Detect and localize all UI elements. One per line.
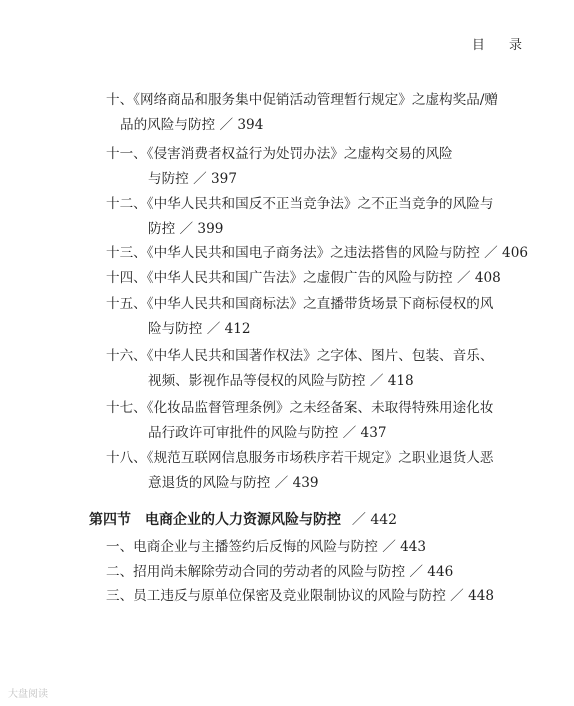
toc-subentry-2[interactable]: 二、招用尚未解除劳动合同的劳动者的风险与防控 ／ 446 — [106, 564, 454, 580]
section-title: 第四节 电商企业的人力资源风险与防控 — [89, 512, 341, 528]
toc-subentry-3[interactable]: 三、员工违反与原单位保密及竞业限制协议的风险与防控 ／ 448 — [106, 588, 495, 604]
toc-entry-17[interactable] — [106, 396, 493, 445]
page-header-title: 目 录 — [471, 38, 532, 53]
toc-entry-line-continued: 视频、影视作品等侵权的风险与防控 ／ 418 — [148, 372, 414, 389]
toc-entry-line-continued: 与防控 ／ 397 — [148, 170, 237, 187]
toc-entry-11[interactable] — [106, 142, 453, 191]
toc-entry-line: 十、《网络商品和服务集中促销活动管理暂行规定》之虚构奖品/赠 — [106, 92, 498, 108]
section-page-number: ／ 442 — [351, 512, 398, 528]
toc-entry-14[interactable] — [106, 266, 501, 291]
toc-subentry-1[interactable]: 一、电商企业与主播签约后反悔的风险与防控 ／ 443 — [106, 539, 427, 555]
toc-entry-18[interactable] — [106, 446, 493, 495]
toc-entry-line: 十七、《化妆品监督管理条例》之未经备案、未取得特殊用途化妆 — [106, 400, 494, 416]
watermark: 大盘阅读 — [8, 689, 48, 700]
toc-entry-line: 十八、《规范互联网信息服务市场秩序若干规定》之职业退货人恶 — [106, 450, 494, 466]
toc-entry-12[interactable] — [106, 192, 493, 241]
toc-entry-line: 十三、《中华人民共和国电子商务法》之违法搭售的风险与防控 ／ 406 — [106, 245, 529, 261]
toc-entry-line-continued: 防控 ／ 399 — [148, 220, 224, 237]
toc-section-4[interactable] — [89, 508, 397, 532]
toc-entry-line: 十二、《中华人民共和国反不正当竞争法》之不正当竞争的风险与 — [106, 196, 494, 212]
toc-entry-15[interactable] — [106, 292, 493, 341]
toc-entry-line: 十五、《中华人民共和国商标法》之直播带货场景下商标侵权的风 — [106, 296, 494, 312]
toc-entry-line-continued: 险与防控 ／ 412 — [148, 320, 251, 337]
toc-entry-line: 十一、《侵害消费者权益行为处罚办法》之虚构交易的风险 — [106, 146, 453, 162]
toc-entry-10[interactable] — [106, 88, 498, 137]
toc-entry-line-continued: 品的风险与防控 ／ 394 — [120, 116, 264, 133]
toc-entry-line: 十六、《中华人民共和国著作权法》之字体、图片、包装、音乐、 — [106, 348, 494, 364]
toc-entry-13[interactable] — [106, 241, 528, 266]
toc-entry-line: 十四、《中华人民共和国广告法》之虚假广告的风险与防控 ／ 408 — [106, 270, 501, 286]
toc-entry-line-continued: 意退货的风险与防控 ／ 439 — [148, 474, 319, 491]
toc-entry-16[interactable] — [106, 344, 493, 393]
toc-entry-line-continued: 品行政许可审批件的风险与防控 ／ 437 — [148, 424, 387, 441]
